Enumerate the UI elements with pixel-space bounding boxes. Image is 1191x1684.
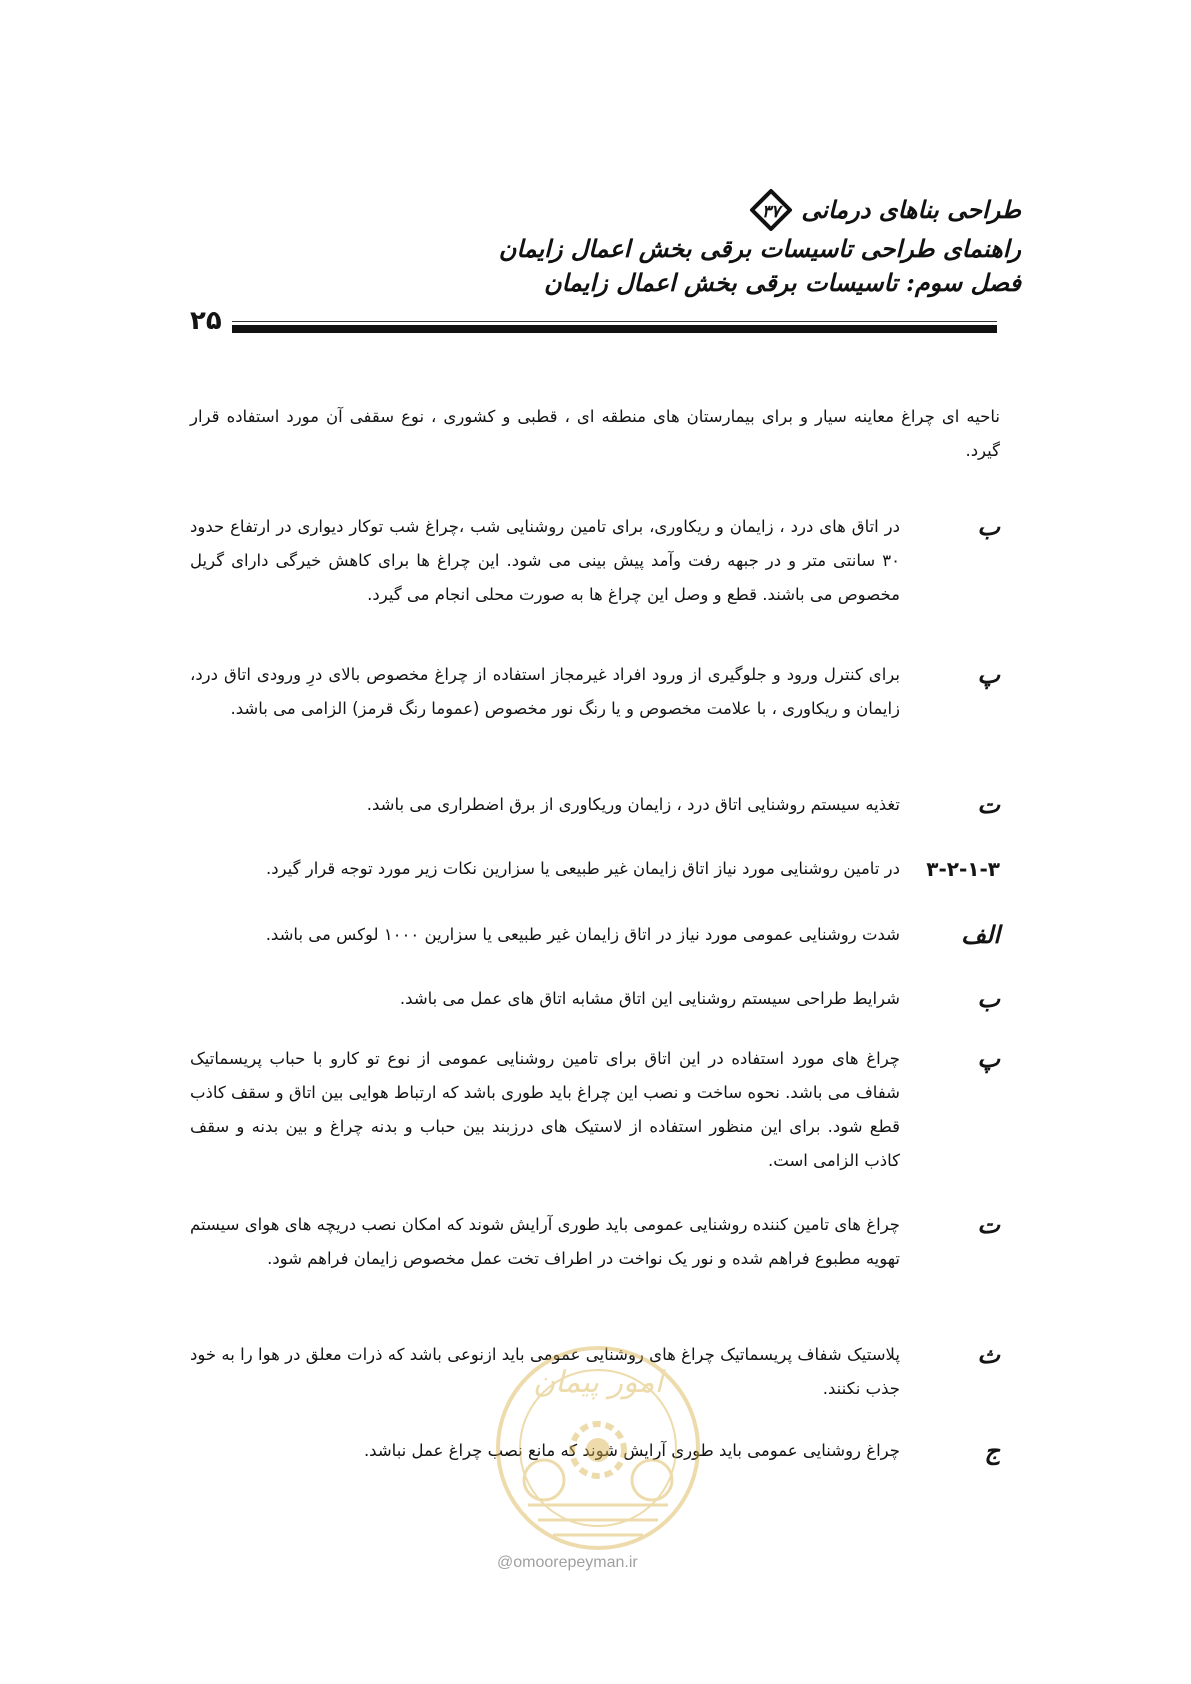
item-text: تغذیه سیستم روشنایی اتاق درد ، زایمان وریکاوری از برق اضطراری می باشد. [366, 795, 900, 814]
watermark-logo-text: امور پیمان [533, 1365, 663, 1400]
item-marker: ب [977, 512, 1000, 541]
badge-number: ۳۷ [762, 202, 781, 222]
watermark-site: @omoorepeyman.ir [497, 1554, 638, 1571]
page-header [321, 188, 1021, 300]
header-line-2: راهنمای طراحی تاسیسات برقی بخش اعمال زایمان [498, 234, 1021, 263]
item-marker: پ [977, 660, 1000, 689]
item-text: برای کنترل ورود و جلوگیری از ورود افراد غیرمجاز استفاده از چراغ مخصوص بالای درِ ورودی اتاق درد، زایمان و ریکاوری ، با علامت مخصوص و یا رنگ نور مخصوص (عموما رنگ قرمز) الزامی می باشد. [190, 665, 900, 718]
item-marker: الف [961, 920, 1000, 949]
item-text: در اتاق های درد ، زایمان و ریکاوری، برای تامین روشنایی شب ،چراغ شب توکار دیواری در ارتفاع حدود ۳۰ سانتی متر و در جبهه رفت وآمد پیش بینی می شود. این چراغ ها برای کاهش خیرگی دارای گریل مخصوص می باشند. قطع و وصل این چراغ ها به صورت محلی انجام می گیرد. [190, 517, 900, 604]
item-text: شدت روشنایی عمومی مورد نیاز در اتاق زایمان غیر طبیعی یا سزارین ۱۰۰۰ لوکس می باشد. [265, 925, 900, 944]
header-line-3: فصل سوم: تاسیسات برقی بخش اعمال زایمان [543, 268, 1021, 297]
item-marker: ب [977, 984, 1000, 1013]
header-line-1 [321, 188, 1021, 232]
item-marker: ج [984, 1436, 1000, 1465]
intro-paragraph: ناحیه ای چراغ معاینه سیار و برای بیمارستان های منطقه ای ، قطبی و کشوری ، نوع سقفی آن مورد استفاده قرار گیرد. [190, 407, 1000, 460]
item-text: پلاستیک شفاف پریسماتیک چراغ های روشنایی عمومی باید ازنوعی باشد که ذرات معلق در هوا را به خود جذب نکنند. [190, 1345, 900, 1398]
watermark-logo-icon [488, 1330, 738, 1560]
section-text: در تامین روشنایی مورد نیاز اتاق زایمان غیر طبیعی یا سزارین نکات زیر مورد توجه قرار گیرد. [265, 859, 900, 878]
item-text: چراغ های مورد استفاده در این اتاق برای تامین روشنایی عمومی از نوع تو کارو با حباب پریسماتیک شفاف می باشد. نحوه ساخت و نصب این چراغ باید طوری باشد که ارتباط هوایی بین اتاق و سقف کاذب قطع شود. برای این منظور استفاده از لاستیک های درزبند بین حباب و بدنه چراغ و بین بدنه و سقف کاذب الزامی است. [190, 1049, 900, 1170]
item-marker: پ [977, 1044, 1000, 1073]
section-number: ۳-۲-۱-۳ [926, 857, 1000, 881]
book-title: طراحی بناهای درمانی [801, 195, 1021, 224]
item-text: چراغ روشنایی عمومی باید طوری آرایش شوند که مانع نصب چراغ عمل نباشد. [363, 1441, 900, 1460]
item-marker: ت [977, 1210, 1000, 1239]
header-rule [232, 325, 997, 333]
volume-badge-icon [749, 188, 793, 232]
item-marker: ث [977, 1340, 1000, 1369]
page-number: ۲۵ [190, 306, 222, 336]
item-text: شرایط طراحی سیستم روشنایی این اتاق مشابه اتاق های عمل می باشد. [399, 989, 900, 1008]
item-marker: ت [977, 790, 1000, 819]
item-text: چراغ های تامین کننده روشنایی عمومی باید طوری آرایش شوند که امکان نصب دریچه های هوای سیستم تهویه مطبوع فراهم شده و نور یک نواخت در اطراف تخت عمل مخصوص زایمان فراهم شود. [190, 1215, 900, 1268]
header-rule-thin [232, 321, 997, 322]
